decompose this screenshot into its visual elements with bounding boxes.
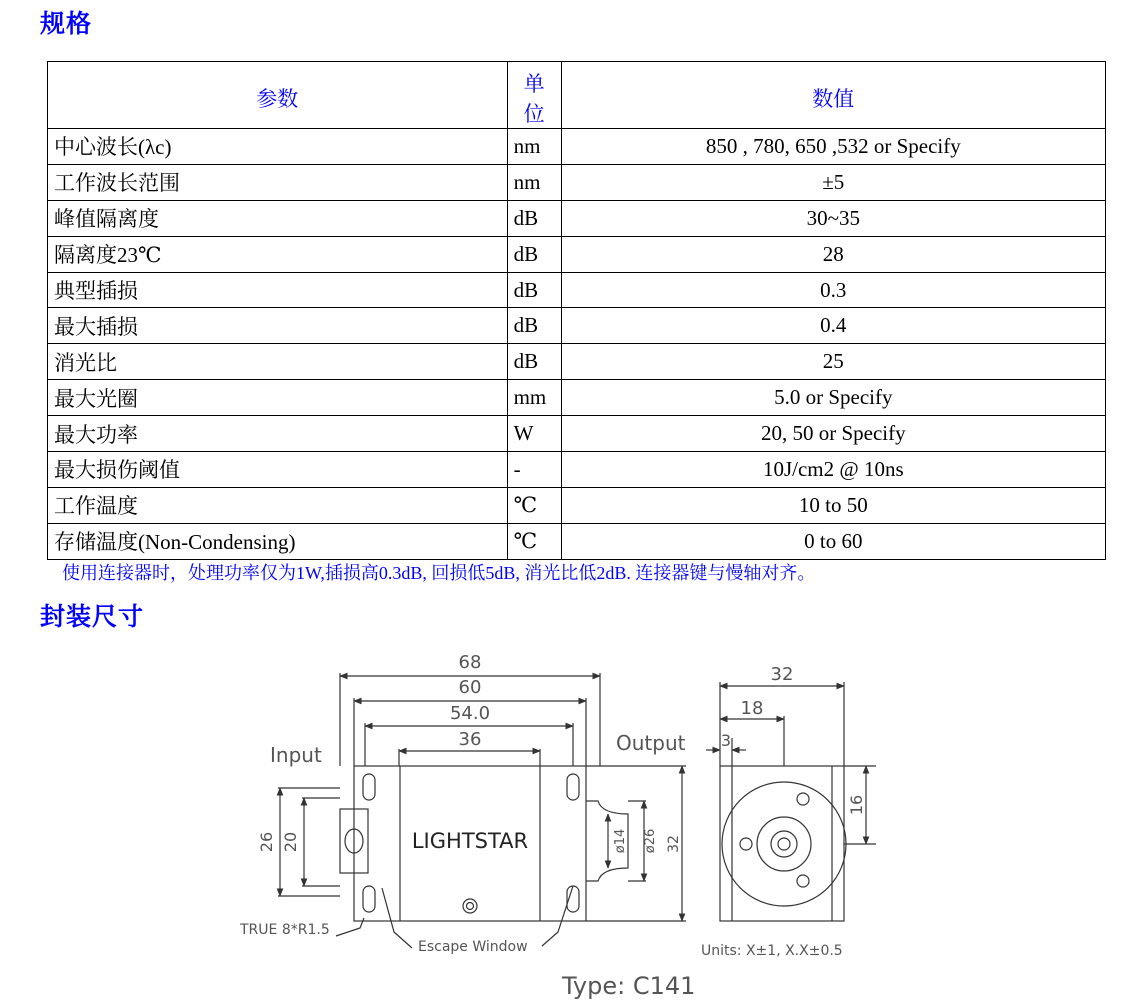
- cell-parameter: 工作温度: [48, 487, 508, 523]
- dim-label-36: 36: [458, 729, 482, 750]
- escape-window-inner: [467, 903, 474, 910]
- side-body-outline: [720, 766, 844, 921]
- dim-label-32-top: 32: [770, 664, 794, 685]
- type-label: Type: C141: [562, 972, 696, 1000]
- spec-heading: 规格: [40, 9, 93, 38]
- table-row: [48, 380, 1106, 416]
- table-row: [48, 344, 1106, 380]
- dim-label-d14: ø14: [613, 828, 628, 854]
- slot-bottom-left: [363, 886, 375, 912]
- cell-unit: mm: [507, 380, 561, 416]
- cell-value: 10 to 50: [561, 487, 1105, 523]
- table-row: [48, 308, 1106, 344]
- cell-unit: -: [507, 452, 561, 488]
- cell-unit: dB: [507, 272, 561, 308]
- table-row: [48, 523, 1106, 559]
- escape-leader-right: [542, 886, 573, 946]
- cell-parameter: 最大光圈: [48, 380, 508, 416]
- dim-label-26: 26: [257, 831, 276, 853]
- cell-parameter: 隔离度23℃: [48, 236, 508, 272]
- dim-label-d26: ø26: [643, 828, 658, 854]
- cell-parameter: 最大损伤阈值: [48, 452, 508, 488]
- cell-unit: ℃: [507, 487, 561, 523]
- package-heading: 封装尺寸: [40, 602, 145, 631]
- cell-value: 20, 50 or Specify: [561, 416, 1105, 452]
- side-flange-ring: [757, 817, 811, 871]
- escape-leader-left: [382, 888, 412, 948]
- escape-window-label: Escape Window: [418, 939, 528, 955]
- escape-window-outer: [463, 899, 477, 913]
- cell-unit: nm: [507, 164, 561, 200]
- header-parameter: 参数: [48, 62, 508, 129]
- side-screw-bottom: [797, 875, 809, 887]
- dim-label-68: 68: [458, 652, 482, 673]
- cell-value: 10J/cm2 @ 10ns: [561, 452, 1105, 488]
- header-unit: 单位: [507, 62, 561, 129]
- dim-label-16: 16: [847, 794, 866, 816]
- table-header-row: [48, 62, 1106, 129]
- cell-value: 0 to 60: [561, 523, 1105, 559]
- input-label: Input: [270, 743, 322, 767]
- brand-logo-text: LIGHTSTAR: [411, 829, 529, 853]
- side-fiber-port: [771, 831, 797, 857]
- spec-table-body: [48, 129, 1106, 560]
- units-label: Units: X±1, X.X±0.5: [701, 943, 843, 959]
- cell-unit: W: [507, 416, 561, 452]
- table-row: [48, 200, 1106, 236]
- output-label: Output: [616, 731, 686, 755]
- table-row: [48, 416, 1106, 452]
- cell-unit: dB: [507, 200, 561, 236]
- table-row: [48, 129, 1106, 165]
- dim-label-20: 20: [281, 831, 300, 853]
- table-row: [48, 272, 1106, 308]
- cell-parameter: 存储温度(Non-Condensing): [48, 523, 508, 559]
- table-row: [48, 487, 1106, 523]
- cell-value: 30~35: [561, 200, 1105, 236]
- cell-parameter: 最大插损: [48, 308, 508, 344]
- cell-parameter: 工作波长范围: [48, 164, 508, 200]
- slot-top-right: [567, 774, 579, 800]
- cell-parameter: 典型插损: [48, 272, 508, 308]
- header-value: 数值: [561, 62, 1105, 129]
- cell-parameter: 消光比: [48, 344, 508, 380]
- cell-parameter: 中心波长(λc): [48, 129, 508, 165]
- table-row: [48, 164, 1106, 200]
- cell-value: 0.3: [561, 272, 1105, 308]
- cell-unit: ℃: [507, 523, 561, 559]
- dim-label-32-side: 32: [666, 835, 682, 853]
- dim-label-18: 18: [740, 698, 764, 719]
- side-screw-top: [797, 793, 809, 805]
- slot-top-left: [363, 774, 375, 800]
- cell-value: 25: [561, 344, 1105, 380]
- table-row: [48, 452, 1106, 488]
- cell-parameter: 最大功率: [48, 416, 508, 452]
- cell-value: 850 , 780, 650 ,532 or Specify: [561, 129, 1105, 165]
- side-fiber-core: [778, 838, 790, 850]
- cell-unit: dB: [507, 344, 561, 380]
- package-drawing: [236, 646, 876, 1002]
- cell-unit: dB: [507, 236, 561, 272]
- cell-value: 0.4: [561, 308, 1105, 344]
- cell-value: 5.0 or Specify: [561, 380, 1105, 416]
- dim-label-3: 3: [720, 731, 732, 750]
- cell-value: ±5: [561, 164, 1105, 200]
- spec-table: [47, 61, 1106, 560]
- cell-unit: nm: [507, 129, 561, 165]
- cell-unit: dB: [507, 308, 561, 344]
- cell-parameter: 峰值隔离度: [48, 200, 508, 236]
- dim-label-54: 54.0: [449, 703, 491, 724]
- dim-label-60: 60: [458, 677, 482, 698]
- table-row: [48, 236, 1106, 272]
- cell-value: 28: [561, 236, 1105, 272]
- connector-note: 使用连接器时，处理功率仅为1W,插损高0.3dB, 回损低5dB, 消光比低2dB. 连接器键与慢轴对齐。: [62, 563, 816, 583]
- true-label: TRUE 8*R1.5: [240, 922, 330, 938]
- side-screw-left: [740, 838, 752, 850]
